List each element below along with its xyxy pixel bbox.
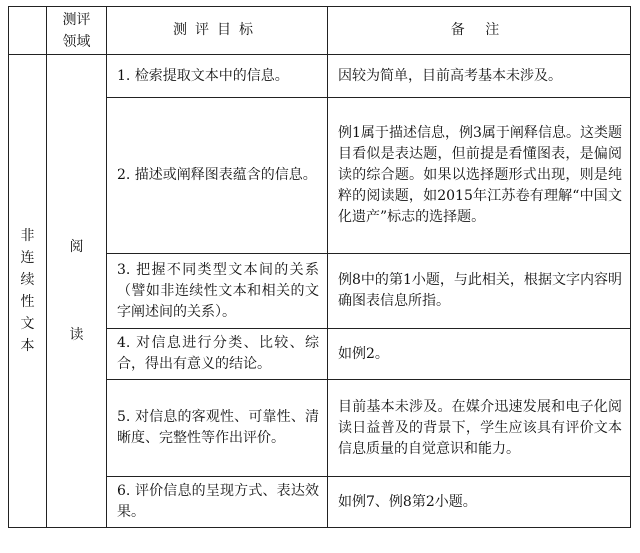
note-cell: 因较为简单，目前高考基本未涉及。 [328,55,631,98]
note-cell: 目前基本未涉及。在媒介迅速发展和电子化阅读日益普及的背景下，学生应该具有评价文本信息质量的自觉意识和能力。 [328,380,631,477]
note-cell: 例1属于描述信息，例3属于阐释信息。这类题目看似是表达题，但前提是看懂图表，是偏阅读的综合题。如果以选择题形式出现，则是纯粹的阅读题，如2015年江苏卷有理解“中国文化遗产”标志的选择题。 [328,98,631,254]
header-row [9,7,631,55]
area-cell [47,55,107,528]
category-label: 非连续性文本 [20,228,35,354]
goal-cell: 2. 描述或阐释图表蕴含的信息。 [107,98,328,254]
header-note: 备 注 [328,7,631,55]
goal-cell: 4. 对信息进行分类、比较、综合，得出有意义的结论。 [107,329,328,380]
goal-cell: 3. 把握不同类型文本间的关系（譬如非连续性文本和相关的文字阐述间的关系）。 [107,254,328,329]
note-cell: 例8中的第1小题，与此相关，根据文字内容明确图表信息所指。 [328,254,631,329]
note-cell: 如例7、例8第2小题。 [328,477,631,528]
category-cell [9,55,47,528]
area-label: 阅读 [69,239,84,343]
assessment-table [8,6,631,528]
goal-cell: 6. 评价信息的呈现方式、表达效果。 [107,477,328,528]
header-goal: 测评目标 [107,7,328,55]
goal-cell: 1. 检索提取文本中的信息。 [107,55,328,98]
note-cell: 如例2。 [328,329,631,380]
table-row [9,55,631,98]
header-area: 测评领域 [47,7,107,55]
goal-cell: 5. 对信息的客观性、可靠性、清晰度、完整性等作出评价。 [107,380,328,477]
header-blank-cell [9,7,47,55]
